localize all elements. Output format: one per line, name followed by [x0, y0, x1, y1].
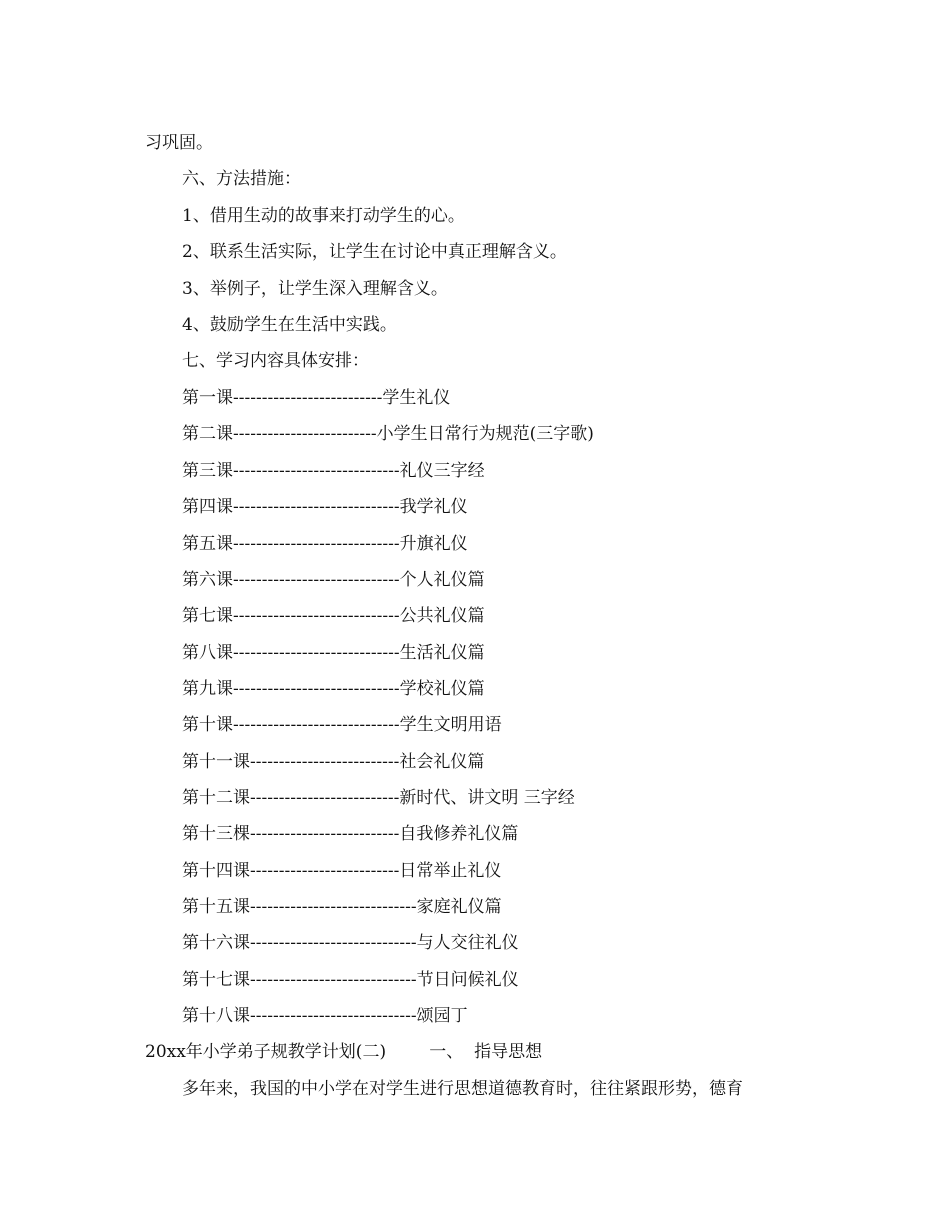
section-heading-methods: 六、方法措施： — [182, 169, 301, 189]
lesson-line: 第九课-----------------------------学校礼仪篇 — [182, 679, 485, 699]
method-item: 4、鼓励学生在生活中实践。 — [182, 315, 397, 335]
lesson-line: 第七课-----------------------------公共礼仪篇 — [182, 606, 485, 626]
lesson-line: 第十五课-----------------------------家庭礼仪篇 — [182, 897, 502, 917]
section-heading-schedule: 七、学习内容具体安排： — [182, 351, 369, 371]
lesson-line: 第十六课-----------------------------与人交往礼仪 — [182, 933, 519, 953]
lesson-line: 第二课-------------------------小学生日常行为规范(三字歌) — [182, 424, 594, 444]
method-item: 1、借用生动的故事来打动学生的心。 — [182, 206, 465, 226]
continued-text: 习巩固。 — [145, 133, 213, 153]
lesson-line: 第十四课--------------------------日常举止礼仪 — [182, 861, 502, 881]
lesson-line: 第十三棵--------------------------自我修养礼仪篇 — [182, 824, 519, 844]
lesson-line: 第五课-----------------------------升旗礼仪 — [182, 534, 468, 554]
method-item: 3、举例子，让学生深入理解含义。 — [182, 279, 448, 299]
next-section-title: 20xx年小学弟子规教学计划(二) 一、 指导思想 — [145, 1042, 543, 1062]
lesson-line: 第十七课-----------------------------节日问候礼仪 — [182, 970, 519, 990]
lesson-line: 第十课-----------------------------学生文明用语 — [182, 715, 502, 735]
lesson-line: 第六课-----------------------------个人礼仪篇 — [182, 570, 485, 590]
lesson-line: 第三课-----------------------------礼仪三字经 — [182, 461, 485, 481]
lesson-line: 第十一课--------------------------社会礼仪篇 — [182, 752, 485, 772]
method-item: 2、联系生活实际，让学生在讨论中真正理解含义。 — [182, 242, 567, 262]
lesson-line: 第十二课--------------------------新时代、讲文明 三字经 — [182, 788, 575, 808]
lesson-line: 第四课-----------------------------我学礼仪 — [182, 497, 468, 517]
paragraph-text: 多年来，我国的中小学在对学生进行思想道德教育时，往往紧跟形势，德育 — [182, 1079, 743, 1099]
lesson-line: 第十八课-----------------------------颂园丁 — [182, 1006, 468, 1026]
lesson-line: 第一课--------------------------学生礼仪 — [182, 388, 451, 408]
lesson-line: 第八课-----------------------------生活礼仪篇 — [182, 643, 485, 663]
